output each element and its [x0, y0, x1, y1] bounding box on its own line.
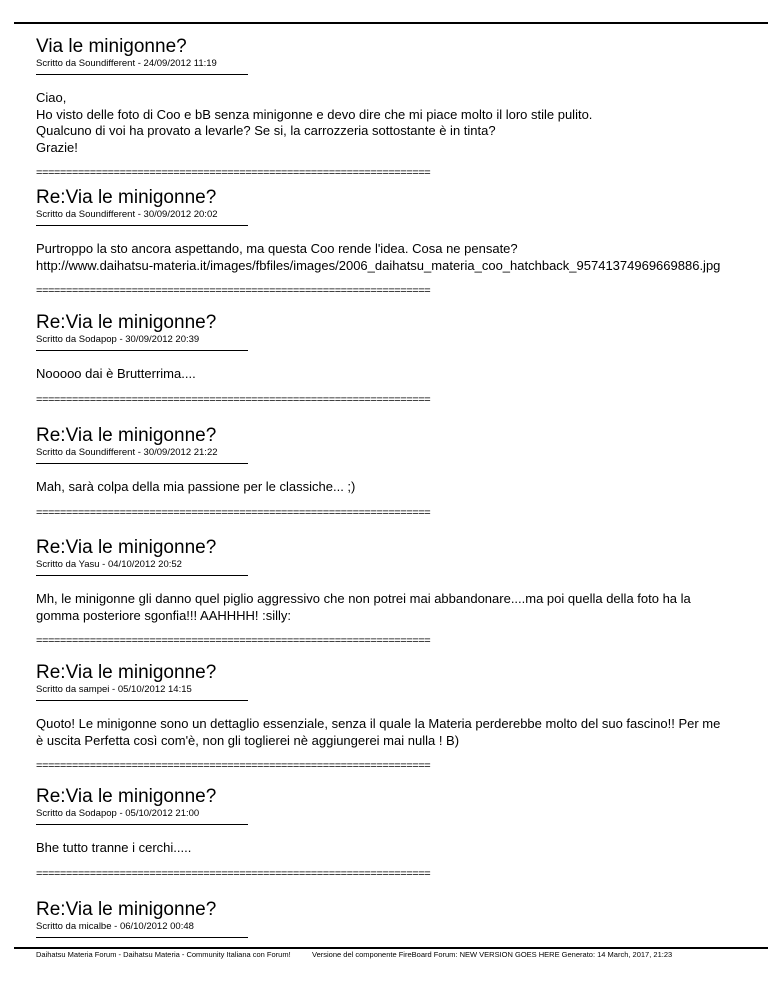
post-title: Re:Via le minigonne?: [36, 537, 217, 558]
post-separator: ==================================================================: [36, 760, 431, 772]
post: [36, 537, 736, 648]
post-separator: ==================================================================: [36, 167, 431, 179]
post-title: Re:Via le minigonne?: [36, 662, 217, 683]
meta-rule: [36, 575, 248, 576]
post-title: Re:Via le minigonne?: [36, 786, 217, 807]
post-body-line: http://www.daihatsu-materia.it/images/fbfiles/images/2006_daihatsu_materia_coo_hatchback_95741374969669886.jpg: [36, 257, 721, 273]
post-body-line: Ciao,: [36, 90, 67, 105]
post: [36, 786, 736, 881]
post-meta: Scritto da Sodapop - 30/09/2012 20:39: [36, 334, 200, 345]
footer-generator-info: Versione del componente FireBoard Forum: NEW VERSION GOES HERE Generato: 14 March, 2017, 21:23: [312, 950, 673, 959]
post-body: [36, 366, 736, 383]
post-separator: ==================================================================: [36, 867, 431, 880]
post-title: Re:Via le minigonne?: [36, 899, 217, 920]
post-body-line: gomma posteriore sgonfia!!! AAHHHH! :silly:: [36, 607, 292, 623]
post-separator: ==================================================================: [36, 393, 431, 406]
post-body-line: Grazie!: [36, 139, 78, 155]
post-body-line: Bhe tutto tranne i cerchi.....: [36, 840, 192, 855]
meta-rule: [36, 74, 248, 75]
post-meta: Scritto da micalbe - 06/10/2012 00:48: [36, 921, 194, 932]
post-body-line: Qualcuno di voi ha provato a levarle? Se si, la carrozzeria sottostante è in tinta?: [36, 123, 496, 138]
post-meta: Scritto da Yasu - 04/10/2012 20:52: [36, 559, 182, 570]
post-body-line: Quoto! Le minigonne sono un dettaglio essenziale, senza il quale la Materia perderebbe molto del suo fascino!! Per me: [36, 716, 721, 731]
meta-rule: [36, 824, 248, 825]
post-body: [36, 479, 736, 496]
post-meta: Scritto da Soundifferent - 30/09/2012 20:02: [36, 209, 218, 220]
meta-rule: [36, 700, 248, 701]
post: [36, 662, 736, 773]
post-title: Re:Via le minigonne?: [36, 425, 217, 446]
post-body-line: Purtroppo la sto ancora aspettando, ma questa Coo rende l'idea. Cosa ne pensate?: [36, 241, 518, 256]
post-body: [36, 840, 736, 857]
post-title: Re:Via le minigonne?: [36, 312, 217, 333]
post-separator: ==================================================================: [36, 635, 431, 647]
post-meta: Scritto da Soundifferent - 24/09/2012 11:19: [36, 58, 217, 69]
post: [36, 425, 736, 520]
post: [36, 36, 736, 180]
post: [36, 312, 736, 407]
post-body-line: Ho visto delle foto di Coo e bB senza minigonne e devo dire che mi piace molto il loro stile pulito.: [36, 106, 593, 122]
footer-rule: [14, 947, 768, 949]
meta-rule: [36, 937, 248, 938]
footer-site-name: Daihatsu Materia Forum - Daihatsu Materia - Community Italiana con Forum!: [36, 950, 291, 959]
post-body: [36, 90, 736, 156]
post-body-line: è uscita Perfetta così com'è, non gli toglierei nè aggiungerei mai nulla ! B): [36, 732, 460, 748]
post-title: Re:Via le minigonne?: [36, 187, 217, 208]
post-body: [36, 591, 736, 624]
meta-rule: [36, 350, 248, 351]
meta-rule: [36, 463, 248, 464]
post-separator: ==================================================================: [36, 285, 431, 297]
top-rule: [14, 22, 768, 24]
post-title: Via le minigonne?: [36, 36, 187, 57]
post-meta: Scritto da Sodapop - 05/10/2012 21:00: [36, 808, 200, 819]
post-body-line: Mah, sarà colpa della mia passione per le classiche... ;): [36, 479, 356, 494]
post-body: [36, 716, 736, 749]
post: [36, 899, 736, 938]
post-separator: ==================================================================: [36, 506, 431, 519]
meta-rule: [36, 225, 248, 226]
post-body: [36, 241, 736, 274]
post-body-line: Nooooo dai è Brutterrima....: [36, 366, 196, 381]
post-body-line: Mh, le minigonne gli danno quel piglio aggressivo che non potrei mai abbandonare....ma poi quella della foto ha la: [36, 591, 691, 606]
post-meta: Scritto da Soundifferent - 30/09/2012 21:22: [36, 447, 218, 458]
post: [36, 187, 736, 298]
post-meta: Scritto da sampei - 05/10/2012 14:15: [36, 684, 192, 695]
